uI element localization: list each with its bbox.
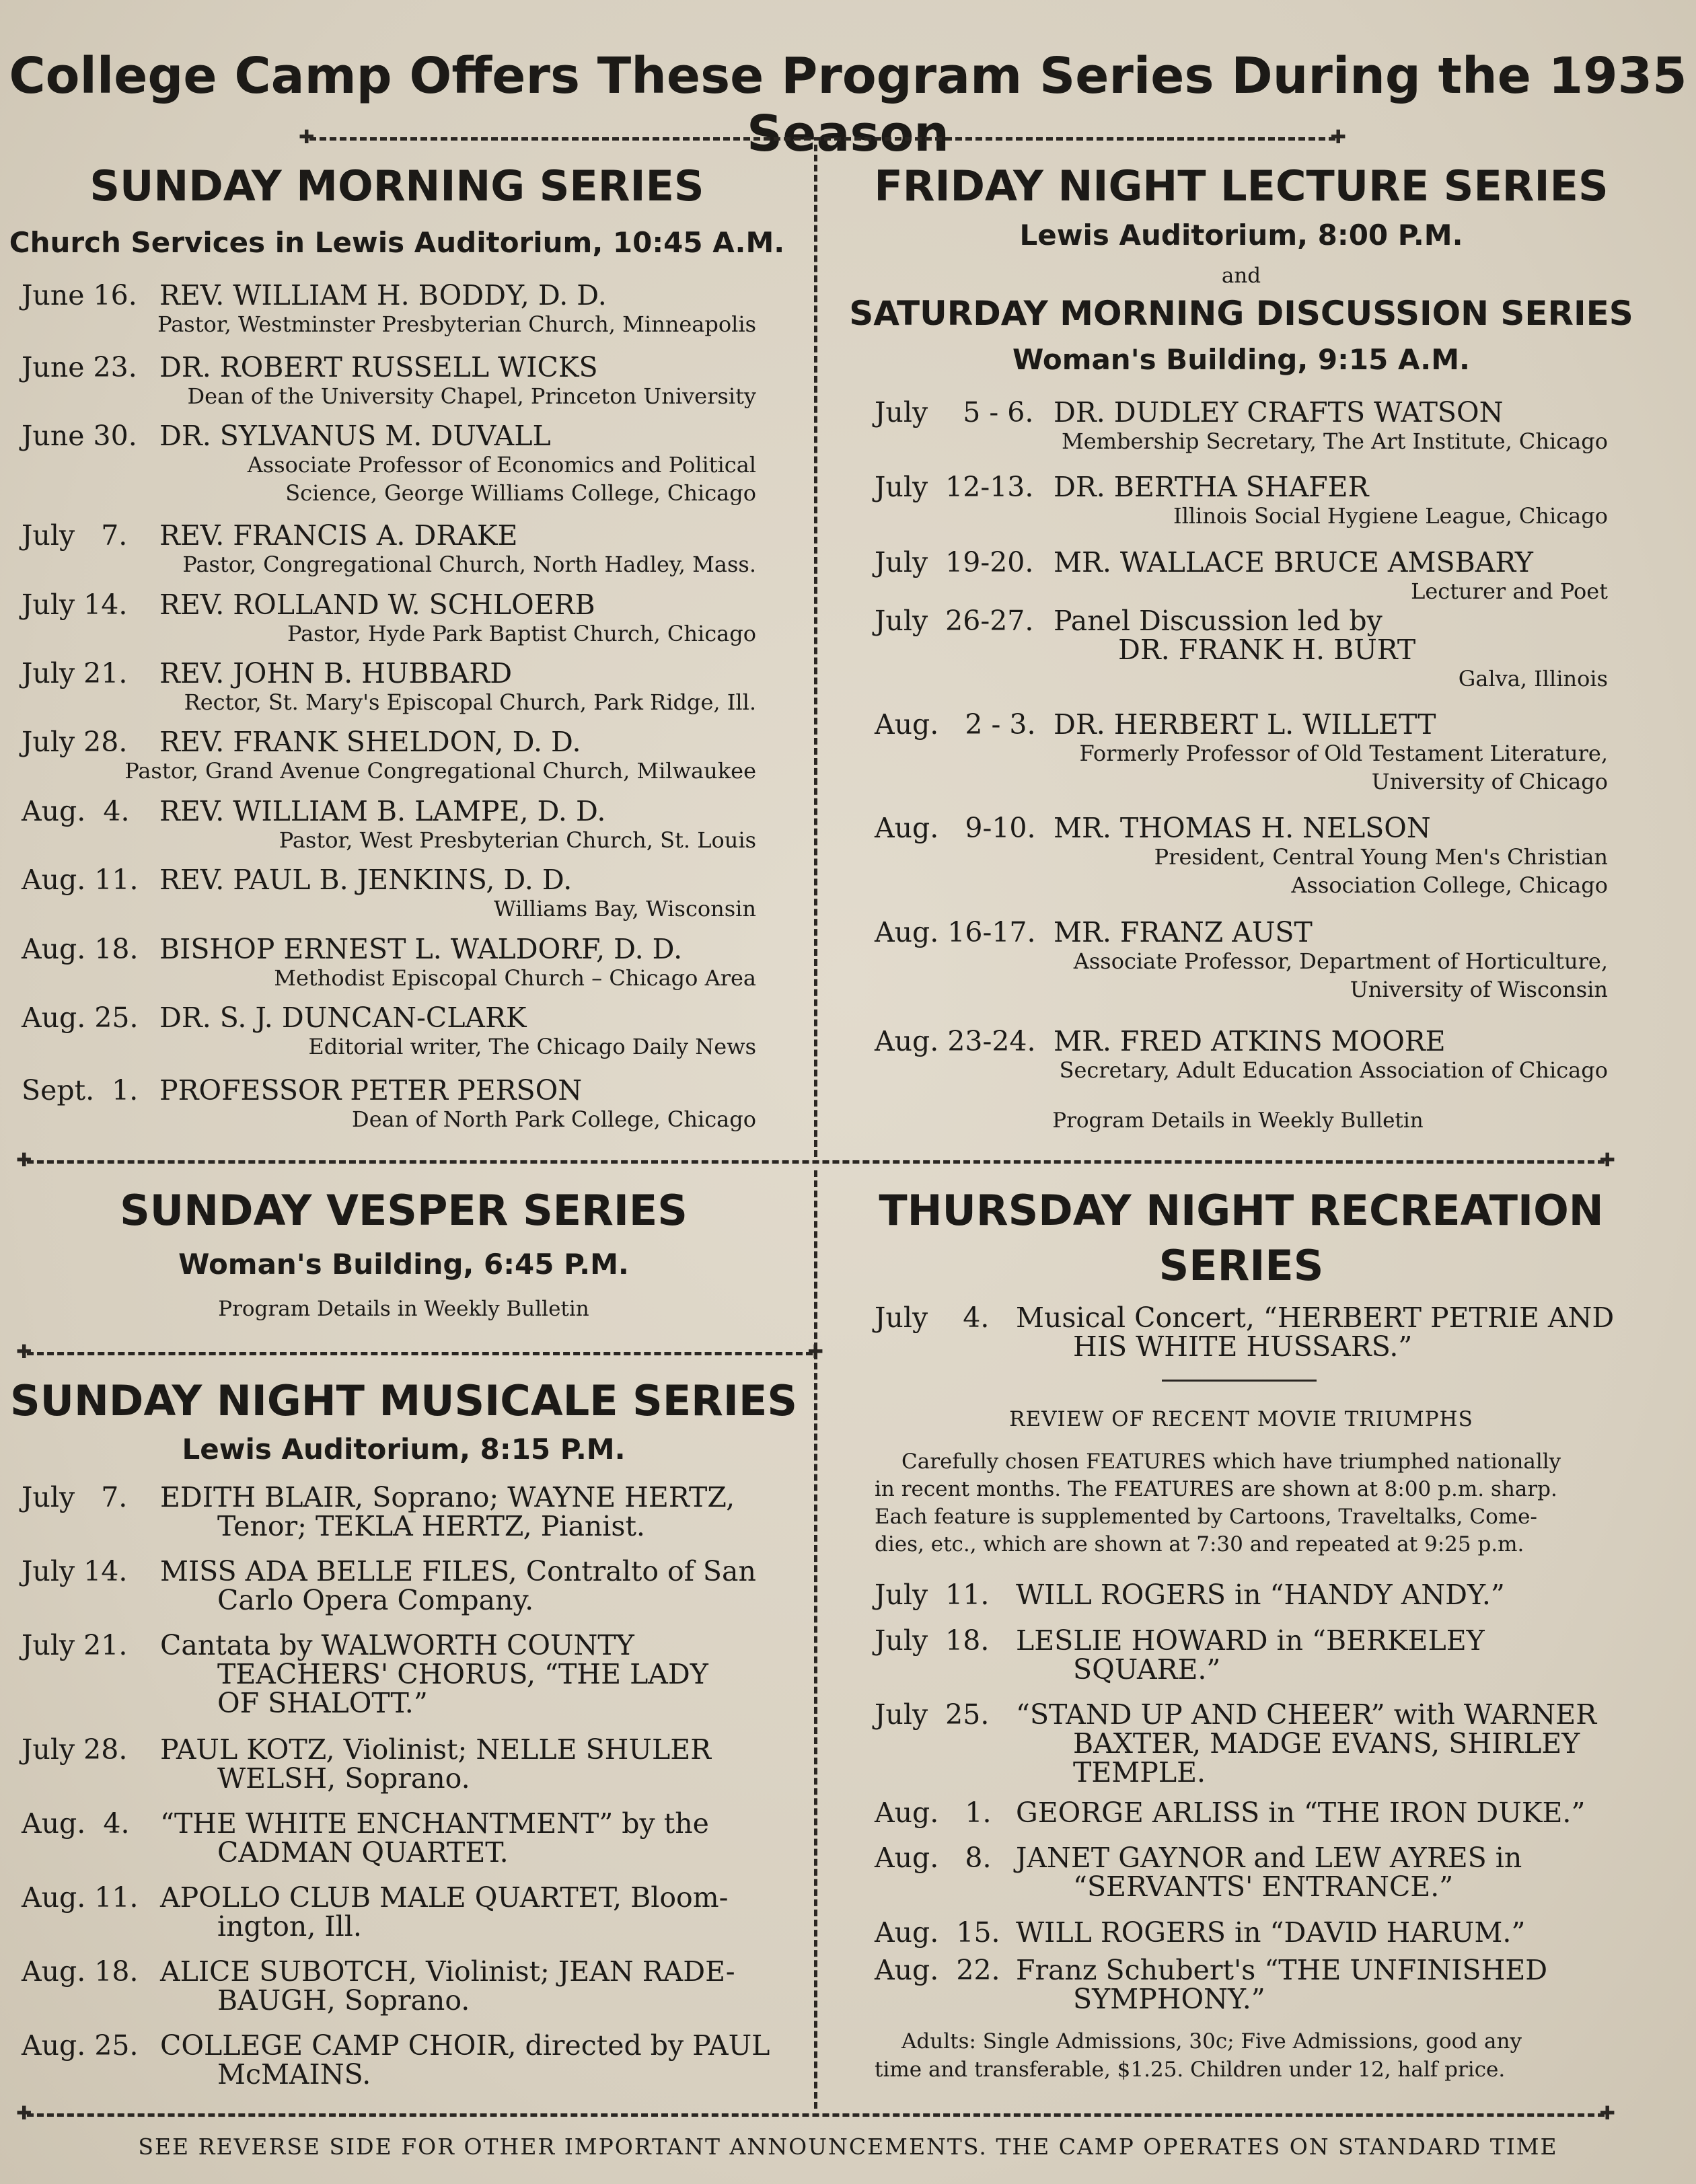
- program-entry: [875, 1918, 1615, 1947]
- entry-date: July 7.: [22, 519, 128, 552]
- column-divider-bottom: [814, 1170, 817, 2109]
- entry-description: Methodist Episcopal Church – Chicago Area: [274, 965, 756, 991]
- entry-text: ALICE SUBOTCH, Violinist; JEAN RADE-: [160, 1955, 735, 1988]
- entry-text: SYMPHONY.”: [1073, 1983, 1265, 2015]
- entry-description: Association College, Chicago: [1291, 872, 1608, 898]
- vesper-note: Program Details in Weekly Bulletin: [218, 1297, 589, 1321]
- friday-entry: [875, 814, 1608, 901]
- entry-text: Musical Concert, “HERBERT PETRIE AND: [1016, 1302, 1615, 1334]
- entry-name: DR. BERTHA SHAFER: [1054, 471, 1369, 503]
- entry-description: Pastor, Congregational Church, North Hadley, Mass.: [182, 552, 756, 577]
- program-entry: [22, 2031, 775, 2089]
- entry-name: PROFESSOR PETER PERSON: [159, 1074, 583, 1106]
- admissions-line: time and transferable, $1.25. Children under 12, half price.: [875, 2058, 1506, 2082]
- entry-text: LESLIE HOWARD in “BERKELEY: [1016, 1624, 1485, 1657]
- entry-description: Pastor, Hyde Park Baptist Church, Chicago: [287, 621, 756, 646]
- entry-description: Dean of the University Chapel, Princeton University: [187, 383, 756, 409]
- entry-name: BISHOP ERNEST L. WALDORF, D. D.: [159, 933, 683, 965]
- sunday-morning-entry: [22, 728, 756, 786]
- sunday-morning-entry: [22, 521, 756, 580]
- entry-name: REV. FRANCIS A. DRAKE: [159, 519, 518, 552]
- review-heading: REVIEW OF RECENT MOVIE TRIUMPHS: [1009, 1407, 1473, 1431]
- entry-date: Aug. 8.: [875, 1842, 992, 1874]
- entry-name: DR. ROBERT RUSSELL WICKS: [159, 351, 598, 383]
- entry-date: Aug. 15.: [875, 1916, 1000, 1949]
- entry-name: DR. SYLVANUS M. DUVALL: [159, 420, 551, 452]
- entry-name: MR. WALLACE BRUCE AMSBARY: [1054, 546, 1533, 578]
- page-title: College Camp Offers These Program Series During the 1935 Season: [9, 47, 1687, 163]
- entry-text: CADMAN QUARTET.: [217, 1836, 509, 1869]
- entry-text: Cantata by WALWORTH COUNTY: [160, 1629, 634, 1661]
- top-divider: [309, 137, 1335, 141]
- sunday-morning-entry: [22, 1076, 756, 1135]
- sunday-morning-entry: [22, 422, 756, 509]
- program-entry: [22, 1483, 775, 1541]
- entry-name: DR. HERBERT L. WILLETT: [1054, 708, 1436, 741]
- entry-name: DR. DUDLEY CRAFTS WATSON: [1054, 396, 1504, 428]
- middle-divider: [27, 1160, 1605, 1164]
- program-entry: [22, 1631, 775, 1718]
- entry-date: July 18.: [875, 1624, 990, 1657]
- entry-date: Aug. 4.: [22, 795, 130, 827]
- friday-entry: [875, 918, 1608, 1005]
- entry-text: MISS ADA BELLE FILES, Contralto of San: [160, 1555, 756, 1587]
- entry-description: University of Chicago: [1371, 769, 1608, 794]
- sunday-morning-entry: [22, 866, 756, 924]
- entry-description: Illinois Social Hygiene League, Chicago: [1173, 503, 1608, 529]
- entry-date: Aug. 9-10.: [875, 812, 1036, 844]
- entry-date: Aug. 16-17.: [875, 916, 1036, 948]
- column-divider-top: [814, 145, 817, 1157]
- thursday-heading: THURSDAY NIGHT RECREATION: [879, 1186, 1604, 1235]
- entry-date: July 19-20.: [875, 546, 1034, 578]
- program-entry: [875, 1700, 1615, 1787]
- entry-description: Associate Professor of Economics and Political: [247, 452, 756, 478]
- entry-name: MR. THOMAS H. NELSON: [1054, 812, 1431, 844]
- entry-name: REV. FRANK SHELDON, D. D.: [159, 726, 581, 758]
- admissions-line: Adults: Single Admissions, 30c; Five Admissions, good any: [901, 2029, 1522, 2054]
- program-entry: [875, 1799, 1615, 1828]
- entry-text: SQUARE.”: [1073, 1653, 1221, 1686]
- sunday-morning-subheading: Church Services in Lewis Auditorium, 10:45 A.M.: [9, 226, 785, 259]
- entry-text: WILL ROGERS in “HANDY ANDY.”: [1016, 1579, 1505, 1611]
- entry-date: July 28.: [22, 726, 128, 758]
- entry-description: Secretary, Adult Education Association of Chicago: [1059, 1057, 1608, 1083]
- entry-date: Sept. 1.: [22, 1074, 139, 1106]
- review-line: dies, etc., which are shown at 7:30 and repeated at 9:25 p.m.: [875, 1532, 1524, 1556]
- friday-entry: [875, 398, 1608, 457]
- entry-date: July 26-27.: [875, 605, 1034, 637]
- saturday-subheading: Woman's Building, 9:15 A.M.: [1012, 343, 1470, 376]
- program-entry: [875, 1581, 1615, 1610]
- entry-name: Panel Discussion led by: [1054, 605, 1382, 637]
- entry-description: Associate Professor, Department of Horticulture,: [1073, 948, 1608, 974]
- entry-date: July 28.: [22, 1733, 128, 1766]
- entry-text: Carlo Opera Company.: [217, 1584, 534, 1616]
- friday-subheading: Lewis Auditorium, 8:00 P.M.: [1019, 219, 1463, 252]
- entry-text: EDITH BLAIR, Soprano; WAYNE HERTZ,: [160, 1481, 735, 1513]
- entry-description: Rector, St. Mary's Episcopal Church, Park Ridge, Ill.: [184, 689, 756, 715]
- review-line: Each feature is supplemented by Cartoons, Traveltalks, Come-: [875, 1505, 1537, 1529]
- entry-name: REV. ROLLAND W. SCHLOERB: [159, 589, 595, 621]
- entry-date: July 14.: [22, 1555, 128, 1587]
- friday-entry: [875, 548, 1608, 607]
- entry-text: TEACHERS' CHORUS, “THE LADY: [217, 1658, 708, 1690]
- entry-date: Aug. 11.: [22, 1881, 139, 1914]
- entry-text: Franz Schubert's “THE UNFINISHED: [1016, 1954, 1548, 1986]
- entry-description: University of Wisconsin: [1350, 977, 1608, 1002]
- entry-text: “THE WHITE ENCHANTMENT” by the: [160, 1807, 709, 1840]
- entry-date: July 7.: [22, 1481, 128, 1513]
- entry-text: WELSH, Soprano.: [217, 1762, 470, 1795]
- entry-date: Aug. 25.: [22, 1002, 139, 1034]
- program-entry: [22, 1735, 775, 1793]
- entry-name: REV. WILLIAM B. LAMPE, D. D.: [159, 795, 606, 827]
- entry-date: Aug. 2 - 3.: [875, 708, 1036, 741]
- entry-date: July 5 - 6.: [875, 396, 1034, 428]
- entry-date: Aug. 1.: [875, 1797, 992, 1829]
- entry-description: Membership Secretary, The Art Institute, Chicago: [1061, 428, 1608, 454]
- entry-name: DR. S. J. DUNCAN-CLARK: [159, 1002, 527, 1034]
- entry-date: Aug. 18.: [22, 1955, 139, 1988]
- entry-description: Formerly Professor of Old Testament Literature,: [1079, 741, 1608, 766]
- entry-text: BAXTER, MADGE EVANS, SHIRLEY: [1073, 1727, 1580, 1760]
- entry-date: June 16.: [22, 279, 137, 311]
- entry-date: July 14.: [22, 589, 128, 621]
- entry-description: Pastor, Westminster Presbyterian Church, Minneapolis: [157, 311, 756, 337]
- musicale-subheading: Lewis Auditorium, 8:15 P.M.: [182, 1433, 626, 1466]
- entry-text: McMAINS.: [217, 2058, 371, 2091]
- vesper-divider: [27, 1352, 813, 1355]
- entry-text: GEORGE ARLISS in “THE IRON DUKE.”: [1016, 1797, 1586, 1829]
- entry-text: HIS WHITE HUSSARS.”: [1073, 1330, 1413, 1363]
- sunday-morning-entry: [22, 797, 756, 856]
- entry-description: Editorial writer, The Chicago Daily News: [308, 1034, 756, 1059]
- entry-name: REV. JOHN B. HUBBARD: [159, 657, 513, 689]
- entry-date: Aug. 18.: [22, 933, 139, 965]
- sunday-morning-entry: [22, 353, 756, 412]
- entry-text: JANET GAYNOR and LEW AYRES in: [1016, 1842, 1522, 1874]
- entry-text: BAUGH, Soprano.: [217, 1984, 470, 2017]
- program-entry: [875, 1844, 1615, 1901]
- sunday-morning-entry: [22, 659, 756, 718]
- friday-entry: [875, 1027, 1608, 1086]
- entry-description: Pastor, Grand Avenue Congregational Church, Milwaukee: [124, 758, 756, 784]
- entry-text: OF SHALOTT.”: [217, 1687, 428, 1719]
- program-entry: [875, 1626, 1615, 1684]
- entry-text: Tenor; TEKLA HERTZ, Pianist.: [217, 1510, 645, 1542]
- entry-text: TEMPLE.: [1073, 1756, 1206, 1788]
- entry-description: Lecturer and Poet: [1411, 578, 1608, 604]
- friday-heading: FRIDAY NIGHT LECTURE SERIES: [874, 161, 1609, 211]
- entry-name-line2: DR. FRANK H. BURT: [1118, 634, 1416, 666]
- sunday-morning-entry: [22, 935, 756, 993]
- entry-description: Science, George Williams College, Chicago: [285, 480, 756, 506]
- entry-name: MR. FRANZ AUST: [1054, 916, 1313, 948]
- review-line: in recent months. The FEATURES are shown at 8:00 p.m. sharp.: [875, 1477, 1557, 1501]
- program-entry: [22, 1809, 775, 1867]
- friday-and: and: [1221, 264, 1261, 288]
- program-entry: [22, 1957, 775, 2015]
- saturday-heading: SATURDAY MORNING DISCUSSION SERIES: [849, 294, 1633, 333]
- entry-date: June 23.: [22, 351, 137, 383]
- program-entry: [875, 1956, 1615, 2014]
- sunday-morning-entry: [22, 1004, 756, 1062]
- program-entry: [875, 1304, 1615, 1361]
- vesper-heading: SUNDAY VESPER SERIES: [120, 1186, 688, 1235]
- friday-entry: [875, 473, 1608, 531]
- entry-date: July 21.: [22, 657, 128, 689]
- entry-text: COLLEGE CAMP CHOIR, directed by PAUL: [160, 2029, 770, 2062]
- entry-date: July 21.: [22, 1629, 128, 1661]
- entry-date: July 4.: [875, 1302, 990, 1334]
- entry-description: Williams Bay, Wisconsin: [493, 896, 756, 921]
- musicale-heading: SUNDAY NIGHT MUSICALE SERIES: [9, 1376, 797, 1425]
- entry-date: June 30.: [22, 420, 137, 452]
- review-separator: [1162, 1380, 1317, 1382]
- friday-entry: [875, 710, 1608, 797]
- entry-text: PAUL KOTZ, Violinist; NELLE SHULER: [160, 1733, 711, 1766]
- friday-note: Program Details in Weekly Bulletin: [1052, 1108, 1424, 1133]
- entry-text: ington, Ill.: [217, 1910, 362, 1943]
- entry-name: MR. FRED ATKINS MOORE: [1054, 1025, 1446, 1057]
- sunday-morning-entry: [22, 591, 756, 649]
- entry-text: “SERVANTS' ENTRANCE.”: [1073, 1871, 1454, 1903]
- entry-description: Dean of North Park College, Chicago: [352, 1106, 756, 1132]
- entry-description: Pastor, West Presbyterian Church, St. Louis: [279, 827, 756, 853]
- footer-note: SEE REVERSE SIDE FOR OTHER IMPORTANT ANNOUNCEMENTS. THE CAMP OPERATES ON STANDARD TIME: [138, 2134, 1558, 2160]
- sunday-morning-entry: [22, 281, 756, 340]
- entry-date: July 11.: [875, 1579, 990, 1611]
- entry-description: Galva, Illinois: [1458, 666, 1608, 691]
- entry-date: July 12-13.: [875, 471, 1034, 503]
- entry-date: Aug. 11.: [22, 864, 139, 896]
- entry-text: APOLLO CLUB MALE QUARTET, Bloom-: [160, 1881, 729, 1914]
- entry-description: President, Central Young Men's Christian: [1154, 844, 1608, 870]
- bottom-divider: [27, 2113, 1605, 2117]
- entry-date: Aug. 25.: [22, 2029, 139, 2062]
- review-line: Carefully chosen FEATURES which have triumphed nationally: [901, 1449, 1561, 1474]
- program-entry: [22, 1883, 775, 1941]
- entry-date: Aug. 22.: [875, 1954, 1000, 1986]
- entry-date: Aug. 4.: [22, 1807, 130, 1840]
- entry-text: “STAND UP AND CHEER” with WARNER: [1016, 1698, 1597, 1731]
- entry-date: July 25.: [875, 1698, 990, 1731]
- entry-name: REV. WILLIAM H. BODDY, D. D.: [159, 279, 607, 311]
- vesper-subheading: Woman's Building, 6:45 P.M.: [178, 1248, 629, 1281]
- entry-text: WILL ROGERS in “DAVID HARUM.”: [1016, 1916, 1526, 1949]
- entry-date: Aug. 23-24.: [875, 1025, 1036, 1057]
- friday-entry: [875, 607, 1608, 694]
- entry-name: REV. PAUL B. JENKINS, D. D.: [159, 864, 573, 896]
- sunday-morning-heading: SUNDAY MORNING SERIES: [89, 161, 704, 211]
- thursday-heading-series: SERIES: [1158, 1241, 1324, 1290]
- program-entry: [22, 1557, 775, 1615]
